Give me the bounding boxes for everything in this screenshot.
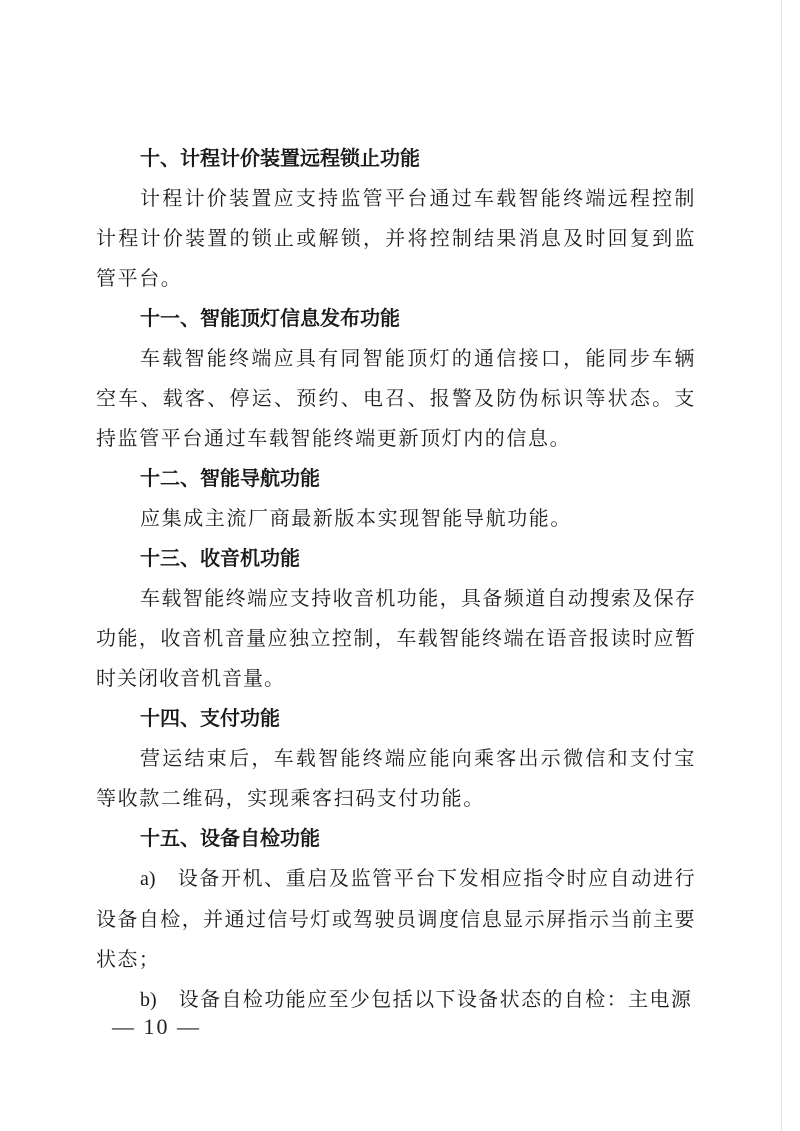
section-heading: 十一、智能顶灯信息发布功能: [140, 306, 400, 330]
section-paragraph: 车载智能终端应支持收音机功能，具备频道自动搜索及保存功能，收音机音量应独立控制，车载智能终端在语音报读时应暂时关闭收音机音量。: [96, 586, 696, 690]
list-item-text: 设备开机、重启及监管平台下发相应指令时应自动进行设备自检，并通过信号灯或驾驶员调度信息显示屏指示当前主要状态；: [96, 866, 696, 971]
section-paragraph: 应集成主流厂商最新版本实现智能导航功能。: [140, 506, 572, 530]
section-10: [96, 138, 696, 298]
section-12: [96, 458, 696, 538]
section-heading: 十二、智能导航功能: [140, 466, 320, 490]
section-heading: 十三、收音机功能: [140, 546, 300, 570]
section-heading: 十四、支付功能: [140, 706, 280, 730]
section-heading: 十、计程计价装置远程锁止功能: [140, 146, 420, 170]
list-item-text: 设备自检功能应至少包括以下设备状态的自检：主电源: [178, 987, 693, 1011]
page-number: — 10 —: [112, 1014, 201, 1039]
document-body: [96, 138, 696, 1020]
list-item-marker: a): [140, 868, 156, 890]
section-paragraph: 营运结束后，车载智能终端应能向乘客出示微信和支付宝等收款二维码，实现乘客扫码支付功能。: [96, 746, 696, 810]
section-heading: 十五、设备自检功能: [140, 826, 320, 850]
section-15: [96, 818, 696, 1020]
section-11: [96, 298, 696, 458]
list-item-marker: b): [140, 989, 157, 1011]
list-item: [96, 858, 696, 979]
section-13: [96, 538, 696, 698]
section-paragraph: 车载智能终端应具有同智能顶灯的通信接口，能同步车辆空车、载客、停运、预约、电召、报警及防伪标识等状态。支持监管平台通过车载智能终端更新顶灯内的信息。: [96, 346, 696, 450]
section-paragraph: 计程计价装置应支持监管平台通过车载智能终端远程控制计程计价装置的锁止或解锁，并将控制结果消息及时回复到监管平台。: [96, 186, 696, 290]
section-14: [96, 698, 696, 818]
page-edge-line: [781, 0, 782, 1131]
